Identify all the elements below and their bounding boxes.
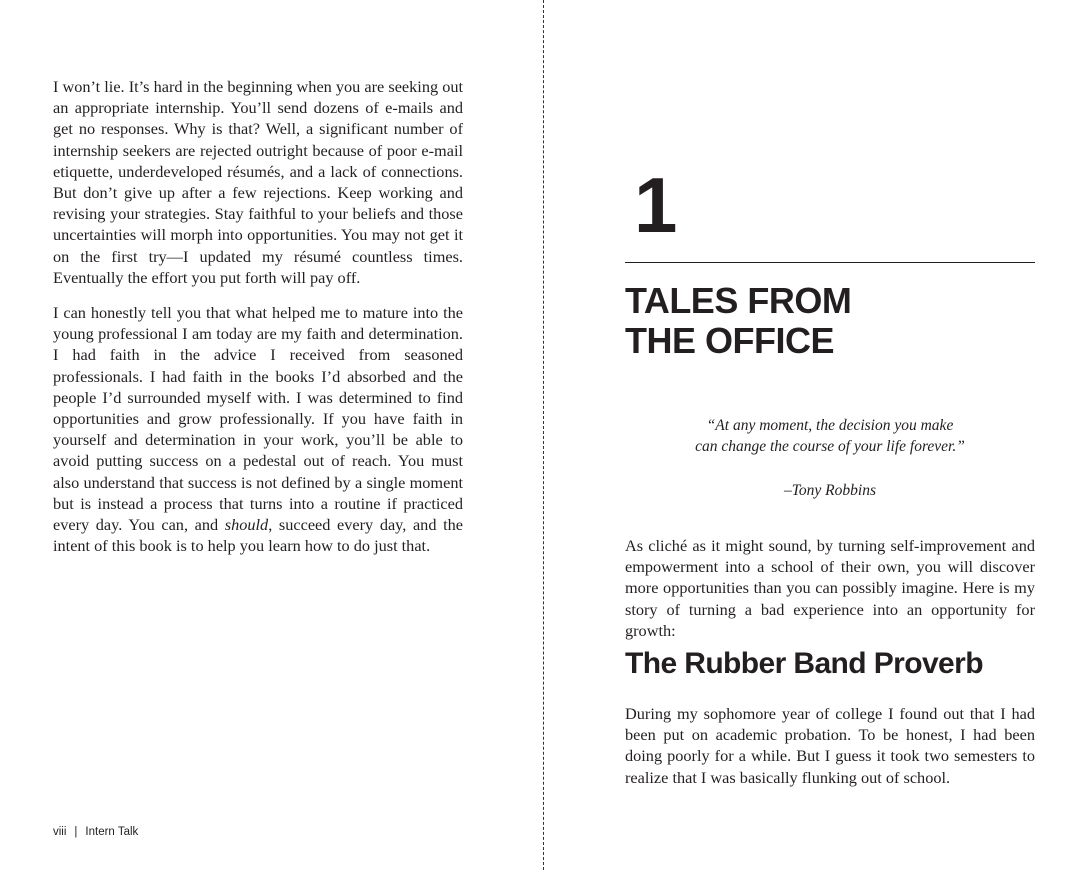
chapter-number: 1 — [634, 161, 676, 249]
left-paragraph-1: I won’t lie. It’s hard in the beginning when you are seeking out an appropriate internship. You’ll send dozens of e-mails and get no responses. Why is that? Well, a significant number of internship seekers are rejected outright because of poor e-mail etiquette, underdeveloped résumés, and a lack of connections. But don’t give up after a few rejections. Keep working and revising your strategies. Stay faithful to your beliefs and those uncertainties will morph into opportunities. You may not get it on the first try—I updated my résumé countless times. Eventually the effort you put forth will pay off. — [53, 77, 463, 287]
epigraph-attribution: –Tony Robbins — [783, 482, 876, 499]
page-number: viii — [53, 826, 67, 838]
chapter-intro — [625, 535, 1035, 641]
chapter-title-line-2: THE OFFICE — [625, 320, 834, 361]
intro-paragraph: As cliché as it might sound, by turning self-improvement and empowerment into a school of their own, you will discover more opportunities than you can possibly imagine. Here is my story of turning a bad experience into an opportunity for growth: — [625, 536, 1035, 640]
epigraph-line-1: “At any moment, the decision you make — [706, 417, 954, 434]
page-footer — [53, 826, 138, 838]
section-body — [625, 703, 1035, 788]
running-title: Intern Talk — [85, 826, 139, 838]
section-heading: The Rubber Band Proverb — [625, 647, 983, 680]
chapter-rule — [625, 262, 1035, 263]
left-paragraph-2-text-a: I can honestly tell you that what helped me to mature into the young professional I am today are my faith and determination. I had faith in the advice I received from seasoned professionals. I had faith in the books I’d absorbed and the people I’d surrounded myself with. I was determined to find opportunities and grow professionally. If you have faith in yourself and determination in your work, you’ll be able to avoid putting success on a pedestal out of reach. You must also understand that success is not defined by a single moment but is instead a process that turns into a routine if practiced every day. You can, and — [53, 303, 463, 535]
chapter-title — [625, 281, 1035, 361]
section-paragraph: During my sophomore year of college I found out that I had been put on academic probation. To be honest, I had been doing poorly for a while. But I guess it took two semesters to realize that I was basically flunking out of school. — [625, 704, 1035, 787]
epigraph-quote — [625, 415, 1035, 457]
left-page-body — [53, 76, 463, 570]
left-paragraph-2 — [53, 302, 463, 556]
folio-separator: | — [74, 826, 78, 838]
chapter-title-line-1: TALES FROM — [625, 280, 852, 321]
left-paragraph-2-text-b: , succeed every day, and the intent of this book is to help you learn how to do just that. — [53, 515, 463, 556]
epigraph-line-2: can change the course of your life forever.” — [695, 438, 965, 455]
right-page — [544, 0, 1086, 870]
left-paragraph-2-emphasis: should — [224, 515, 269, 535]
